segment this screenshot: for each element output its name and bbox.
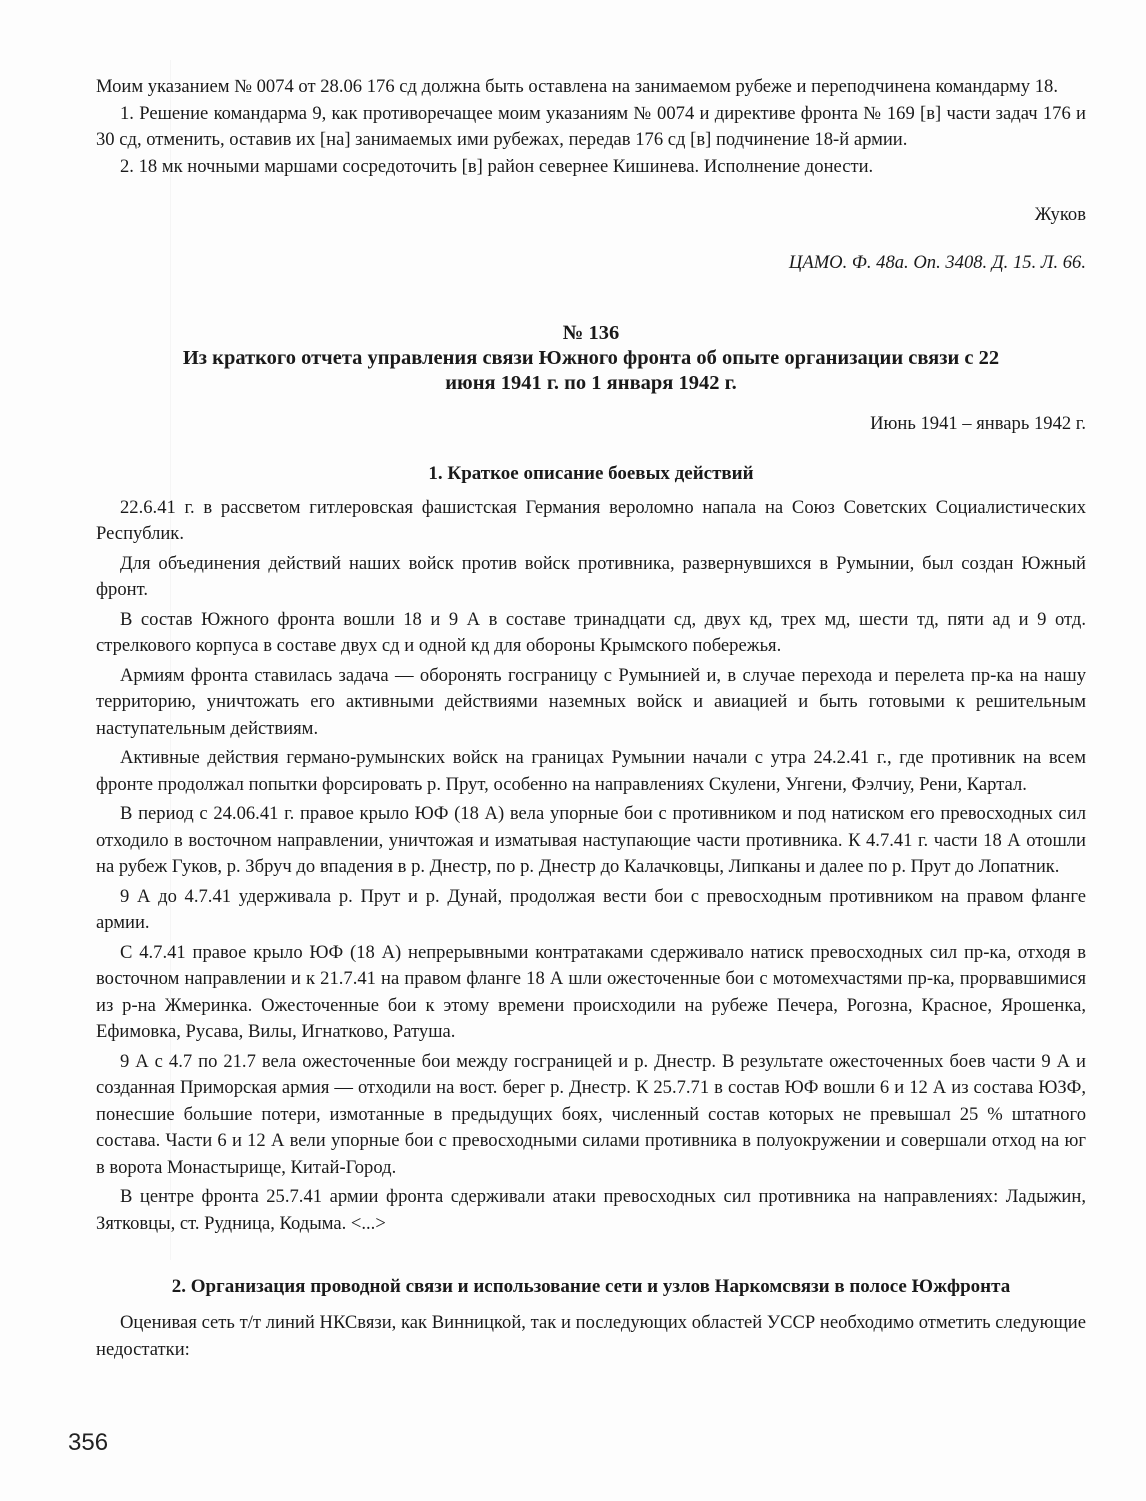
document-title: Из краткого отчета управления связи Южного фронта об опыте организации связи с 22 июня 1941 г. по 1 января 1942 г. — [182, 347, 1000, 394]
signature: Жуков — [1034, 204, 1086, 225]
section-1-paragraph: В период с 24.06.41 г. правое крыло ЮФ (18 А) вела упорные бои с противником и под натиском его превосходных сил отходило в восточном направлении, уничтожая и изматывая наступающие части противника. К 4.7.41 г. части 18 А отошли на рубеж Гуков, р. Збруч до впадения в р. Днестр, по р. Днестр до Калачковцы, Липканы и далее по р. Прут до Лопатник. — [96, 803, 1086, 877]
document-page — [96, 74, 1086, 1363]
section-2-paragraph: Оценивая сеть т/т линий НКСвязи, как Винницкой, так и последующих областей УССР необходимо отметить следующие недостатки: — [96, 1312, 1086, 1360]
section-1-paragraph: В состав Южного фронта вошли 18 и 9 А в составе тринадцати сд, двух кд, трех мд, шести тд, пяти ад и 9 отд. стрелкового корпуса в составе двух сд и одной кд для обороны Крымского побережья. — [96, 608, 1086, 656]
document-date: Июнь 1941 – январь 1942 г. — [870, 413, 1086, 434]
section-1-paragraph: С 4.7.41 правое крыло ЮФ (18 А) непрерывными контратаками сдерживало натиск превосходных сил пр-ка, отходя в восточном направлении и к 21.7.41 на правом фланге 18 А шли ожесточенные бои с мотомехчастями пр-ка, прорвавшимися из р-на Жмеринка. Ожесточенные бои к этому времени происходили на рубеже Печера, Рогозна, Красное, Ярошенка, Ефимовка, Русава, Вилы, Игнатково, Ратуша. — [96, 941, 1086, 1042]
section-1-paragraph: 22.6.41 г. в рассветом гитлеровская фашистская Германия вероломно напала на Союз Советских Социалистических Республик. — [96, 496, 1086, 544]
section-1-paragraph: В центре фронта 25.7.41 армии фронта сдерживали атаки превосходных сил противника на направлениях: Ладыжин, Зятковцы, ст. Рудница, Кодыма. <...> — [96, 1186, 1086, 1234]
prev-doc-item-1: 1. Решение командарма 9, как противоречащее моим указаниям № 0074 и директиве фронта № 169 [в] части задач 176 и 30 сд, отменить, оставив их [на] занимаемых ими рубежах, передав 176 сд [в] подчинение 18-й армии. — [96, 102, 1086, 150]
prev-doc-item-2: 2. 18 мк ночными маршами сосредоточить [в] район севернее Кишинева. Исполнение донести. — [120, 155, 874, 177]
section-1-paragraph: 9 А с 4.7 по 21.7 вела ожесточенные бои между госграницей и р. Днестр. В результате ожесточенных боев части 9 А и созданная Приморская армия — отходили на вост. берег р. Днестр. К 25.7.71 в состав ЮФ вошли 6 и 12 А из состава ЮЗФ, понесшие большие потери, измотанные в предыдущих боях, численный состав которых не превышал 25 % штатного состава. Части 6 и 12 А вели упорные бои с превосходными силами противника в полуокружении и совершали отход на юг в ворота Монастырище, Китай-Город. — [96, 1050, 1086, 1178]
document-number: № 136 — [562, 322, 620, 344]
section-2-heading: 2. Организация проводной связи и использование сети и узлов Наркомсвязи в полосе Южфронта — [171, 1276, 1011, 1297]
page-number: 356 — [68, 1429, 109, 1456]
section-1-heading: 1. Краткое описание боевых действий — [428, 462, 754, 484]
section-1-paragraph: 9 А до 4.7.41 удерживала р. Прут и р. Дунай, продолжая вести бои с превосходным противником на правом фланге армии. — [96, 885, 1086, 933]
archive-source: ЦАМО. Ф. 48а. Оп. 3408. Д. 15. Л. 66. — [788, 251, 1086, 273]
prev-doc-intro: Моим указанием № 0074 от 28.06 176 сд должна быть оставлена на занимаемом рубеже и переподчинена командарму 18. — [96, 76, 1058, 97]
section-1-paragraph: Армиям фронта ставилась задача — оборонять госграницу с Румынией и, в случае перехода и перелета пр-ка на нашу территорию, уничтожать его активными действиями наземных войск и авиацией и быть готовыми к решительным наступательным действиям. — [96, 664, 1086, 739]
section-1-paragraph: Активные действия германо-румынских войск на границах Румынии начали с утра 24.2.41 г., где противник на всем фронте продолжал попытки форсировать р. Прут, особенно на направлениях Скулени, Унгени, Фэлчиу, Рени, Картал. — [96, 747, 1086, 795]
section-1-paragraph: Для объединения действий наших войск против войск противника, развернувшихся в Румынии, был создан Южный фронт. — [96, 552, 1086, 600]
